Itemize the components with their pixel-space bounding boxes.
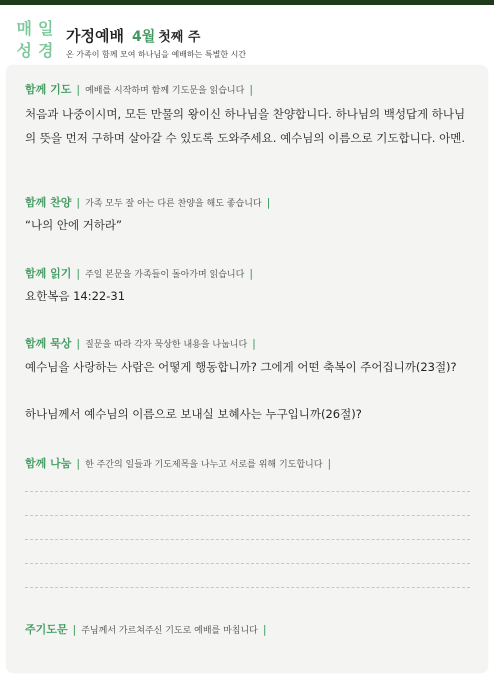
section-title: 함께 찬양 — [25, 196, 72, 209]
section-title: 함께 나눔 — [25, 457, 72, 470]
section-desc: 질문을 따라 각자 묵상한 내용을 나눕니다 — [85, 339, 248, 350]
page-title — [66, 25, 200, 46]
title-month: 4월 — [131, 29, 156, 45]
title-text: 가정예배 — [66, 27, 124, 45]
writing-line[interactable] — [25, 539, 470, 540]
section-desc: 주일 본문을 가족들이 돌아가며 읽습니다 — [85, 269, 245, 280]
section-praise-header — [25, 194, 275, 210]
section-title: 함께 읽기 — [25, 267, 72, 280]
logo — [14, 19, 56, 61]
logo-char: 성 — [16, 40, 32, 60]
separator: | — [76, 195, 81, 209]
separator: | — [266, 195, 271, 209]
section-title: 주기도문 — [25, 623, 68, 636]
section-desc: 주님께서 가르쳐주신 기도로 예배를 마칩니다 — [81, 625, 258, 636]
section-title: 함께 기도 — [25, 83, 72, 96]
separator: | — [249, 266, 254, 280]
section-prayer-header — [25, 81, 258, 97]
section-sharing-header — [25, 455, 336, 471]
meditation-question-2: 하나님께서 예수님의 이름으로 보내실 보혜사는 누구입니까(26절)? — [25, 407, 362, 421]
title-week: 첫째 주 — [158, 30, 201, 45]
section-desc: 한 주간의 일들과 기도제목을 나누고 서로를 위해 기도합니다 — [85, 459, 323, 470]
reading-reference: 요한복음 14:22-31 — [25, 289, 126, 303]
writing-line[interactable] — [25, 491, 470, 492]
logo-char: 매 — [16, 19, 32, 39]
writing-line[interactable] — [25, 563, 470, 564]
separator: | — [262, 622, 267, 636]
writing-line[interactable] — [25, 515, 470, 516]
separator: | — [252, 336, 256, 350]
section-meditation-header — [25, 335, 261, 351]
worship-card — [7, 66, 487, 672]
section-reading-header — [25, 265, 258, 281]
separator: | — [76, 456, 81, 470]
subtitle: 온 가족이 함께 모여 하나님을 예배하는 특별한 시간 — [66, 50, 247, 59]
prayer-text: 처음과 나중이시며, 모든 만물의 왕이신 하나님을 찬양합니다. 하나님의 백성답게 하나님의 뜻을 먼저 구하며 살아갈 수 있도록 도와주세요. 예수님의 이름으로 기도합니다. 아멘. — [25, 107, 466, 145]
meditation-question-1: 예수님을 사랑하는 사람은 어떻게 행동합니까? 그에게 어떤 축복이 주어집니까(23절)? — [25, 360, 457, 374]
separator: | — [72, 622, 77, 636]
section-desc: 가족 모두 잘 아는 다른 찬양을 해도 좋습니다 — [85, 198, 262, 209]
separator: | — [76, 82, 81, 96]
section-title: 함께 묵상 — [25, 337, 72, 350]
writing-line[interactable] — [25, 587, 470, 588]
separator: | — [76, 336, 81, 350]
section-lords-prayer-header — [25, 621, 272, 637]
separator: | — [327, 456, 332, 470]
separator: | — [76, 266, 81, 280]
praise-song: “나의 안에 거하라” — [25, 218, 122, 232]
separator: | — [249, 82, 254, 96]
header — [0, 5, 494, 63]
logo-char: 일 — [38, 19, 54, 39]
logo-char: 경 — [38, 40, 54, 60]
section-desc: 예배를 시작하며 함께 기도문을 읽습니다 — [85, 85, 245, 96]
